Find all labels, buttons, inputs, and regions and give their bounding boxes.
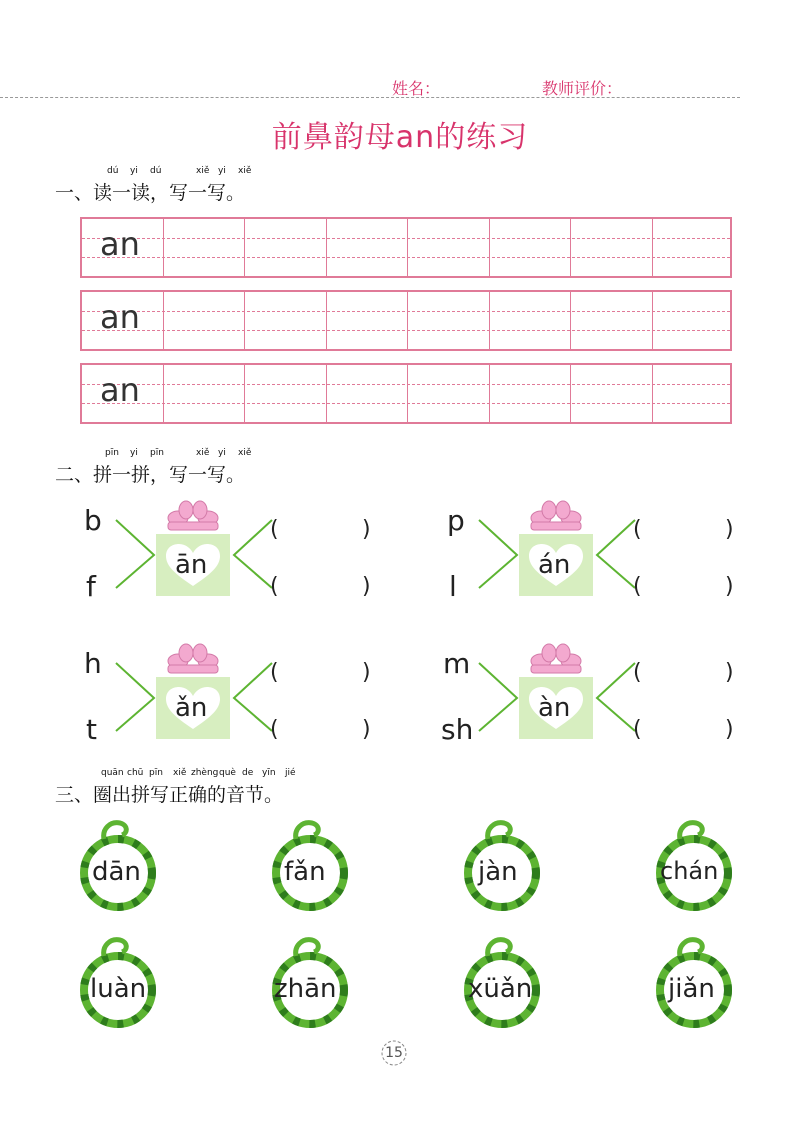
gift-icon: [80, 500, 380, 610]
pinyin-annotation: yi: [130, 448, 138, 458]
initial-top: h: [84, 647, 102, 680]
initial-bottom: f: [86, 570, 96, 603]
pinyin-annotation: zhèng: [191, 768, 219, 778]
pinyin-annotation: què: [219, 768, 236, 778]
syllable-text: xüǎn: [468, 974, 533, 1004]
initial-bottom: t: [86, 713, 97, 746]
pinyin-annotation: jié: [285, 768, 296, 778]
pinyin-annotation: xiě: [196, 448, 210, 458]
answer-paren-open[interactable]: (: [270, 717, 279, 742]
syllable-text: dān: [92, 857, 141, 887]
spelling-item: [443, 643, 743, 753]
syllable-circle[interactable]: [268, 932, 358, 1032]
syllable-circle[interactable]: [652, 932, 742, 1032]
syllable-circle[interactable]: [460, 815, 550, 915]
syllable-circle[interactable]: [268, 815, 358, 915]
name-label: 姓名：: [392, 79, 441, 98]
sample-rhyme: an: [100, 225, 140, 263]
pinyin-annotation: xiě: [196, 166, 210, 176]
rhyme-text: ǎn: [175, 693, 208, 723]
writing-grid-row[interactable]: [80, 363, 732, 424]
answer-paren-close: ): [362, 574, 371, 599]
answer-paren-open[interactable]: (: [633, 517, 642, 542]
initial-bottom: l: [449, 570, 457, 603]
page-title: 前鼻韵母an的练习: [271, 120, 529, 155]
pinyin-annotation: chū: [127, 768, 144, 778]
answer-paren-open[interactable]: (: [633, 660, 642, 685]
rhyme-text: àn: [538, 693, 571, 723]
syllable-text: chán: [660, 857, 719, 885]
section2-label: 二、拼一拼，写一写。: [55, 464, 246, 486]
syllable-circle[interactable]: [76, 815, 166, 915]
syllable-circle[interactable]: [460, 932, 550, 1032]
pinyin-annotation: dú: [107, 166, 119, 176]
answer-paren-open[interactable]: (: [633, 574, 642, 599]
answer-paren-close: ): [725, 517, 734, 542]
gift-icon: [443, 643, 743, 753]
initial-top: p: [447, 504, 465, 537]
answer-paren-close: ): [725, 717, 734, 742]
answer-paren-open[interactable]: (: [633, 717, 642, 742]
spelling-item: [443, 500, 743, 610]
syllable-text: jàn: [478, 857, 518, 887]
syllable-circle[interactable]: [76, 932, 166, 1032]
initial-top: b: [84, 504, 102, 537]
page-number: 15: [385, 1045, 403, 1061]
sample-rhyme: an: [100, 371, 140, 409]
answer-paren-close: ): [362, 660, 371, 685]
pinyin-annotation: yi: [130, 166, 138, 176]
answer-paren-close: ): [362, 717, 371, 742]
pinyin-annotation: xiě: [238, 166, 252, 176]
syllable-text: fǎn: [284, 857, 326, 887]
writing-grid-row[interactable]: [80, 290, 732, 351]
pinyin-annotation: de: [242, 768, 254, 778]
rhyme-text: án: [538, 550, 571, 580]
spelling-item: [80, 643, 380, 753]
syllable-text: jiǎn: [668, 974, 715, 1004]
syllable-circle[interactable]: [652, 815, 742, 915]
pinyin-annotation: xiě: [238, 448, 252, 458]
header-divider: [0, 97, 740, 98]
pinyin-annotation: pīn: [105, 448, 119, 458]
answer-paren-open[interactable]: (: [270, 574, 279, 599]
section1-label: 一、读一读，写一写。: [55, 182, 246, 204]
section3-label: 三、圈出拼写正确的音节。: [55, 784, 284, 806]
answer-paren-open[interactable]: (: [270, 660, 279, 685]
sample-rhyme: an: [100, 298, 140, 336]
teacher-evaluation-label: 教师评价：: [542, 79, 623, 98]
rhyme-text: ān: [175, 550, 208, 580]
gift-icon: [443, 500, 743, 610]
pinyin-annotation: yīn: [262, 768, 276, 778]
syllable-text: zhān: [274, 974, 337, 1004]
initial-bottom: sh: [441, 713, 474, 746]
answer-paren-close: ): [725, 660, 734, 685]
syllable-text: luàn: [90, 974, 147, 1004]
pinyin-annotation: xiě: [173, 768, 187, 778]
initial-top: m: [443, 647, 471, 680]
pinyin-annotation: pīn: [150, 448, 164, 458]
gift-icon: [80, 643, 380, 753]
spelling-item: [80, 500, 380, 610]
writing-grid-row[interactable]: [80, 217, 732, 278]
answer-paren-close: ): [725, 574, 734, 599]
pinyin-annotation: dú: [150, 166, 162, 176]
pinyin-annotation: yi: [218, 448, 226, 458]
answer-paren-close: ): [362, 517, 371, 542]
pinyin-annotation: quān: [101, 768, 124, 778]
pinyin-annotation: yi: [218, 166, 226, 176]
pinyin-annotation: pīn: [149, 768, 163, 778]
answer-paren-open[interactable]: (: [270, 517, 279, 542]
